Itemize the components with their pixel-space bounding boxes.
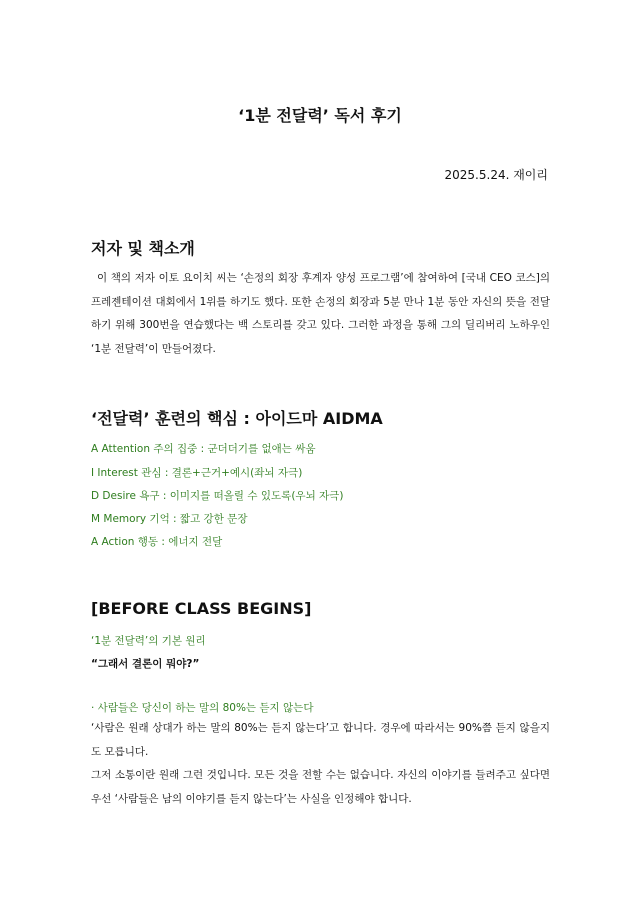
document-title: ‘1분 전달력’ 독서 후기 — [238, 106, 402, 125]
section-heading-before-class: [BEFORE CLASS BEGINS] — [91, 599, 312, 618]
aidma-item-interest: I Interest 관심 : 결론+근거+예시(좌뇌 자극) — [91, 467, 303, 479]
section-heading-aidma: ‘전달력’ 훈련의 핵심 : 아이드마 AIDMA — [91, 409, 383, 428]
section-heading-author: 저자 및 책소개 — [91, 239, 195, 258]
aidma-item-desire: D Desire 욕구 : 이미지를 떠올릴 수 있도록(우뇌 자극) — [91, 490, 344, 502]
key-quote: “그래서 결론이 뭐야?” — [91, 658, 200, 670]
date-author: 2025.5.24. 재이리 — [444, 168, 548, 182]
body-paragraph-1: ‘사람은 원래 상대가 하는 말의 80%는 듣지 않는다’고 합니다. 경우에 따라서는 90%쯤 듣지 않을지도 모릅니다. — [91, 722, 550, 758]
aidma-item-memory: M Memory 기억 : 짧고 강한 문장 — [91, 513, 248, 525]
bullet-point: · 사람들은 당신이 하는 말의 80%는 듣지 않는다 — [91, 702, 314, 714]
body-paragraph-2: 그저 소통이란 원래 그런 것입니다. 모든 것을 전할 수는 없습니다. 자신의 이야기를 들려주고 싶다면 우선 ‘사람들은 남의 이야기를 듣지 않는다’는 사실을 인정해야 합니다. — [91, 769, 550, 805]
aidma-item-action: A Action 행동 : 에너지 전달 — [91, 536, 223, 548]
subheading-basic-principle: ‘1분 전달력’의 기본 원리 — [91, 635, 206, 647]
aidma-item-attention: A Attention 주의 집중 : 군더더기를 없애는 싸움 — [91, 443, 316, 455]
author-paragraph: 이 책의 저자 이토 요이치 씨는 ‘손정의 회장 후계자 양성 프로그램’에 참여하여 [국내 CEO 코스]의 프레젠테이션 대회에서 1위를 하기도 했다. 또한 손정의 회장과 5분 만나 1분 동안 자신의 뜻을 전달하기 위해 300번을 연습했다는 백 스토리를 갖고 있다. 그러한 과정을 통해 그의 딜리버리 노하우인 ‘1분 전달력’이 만들어졌다. — [91, 272, 550, 355]
